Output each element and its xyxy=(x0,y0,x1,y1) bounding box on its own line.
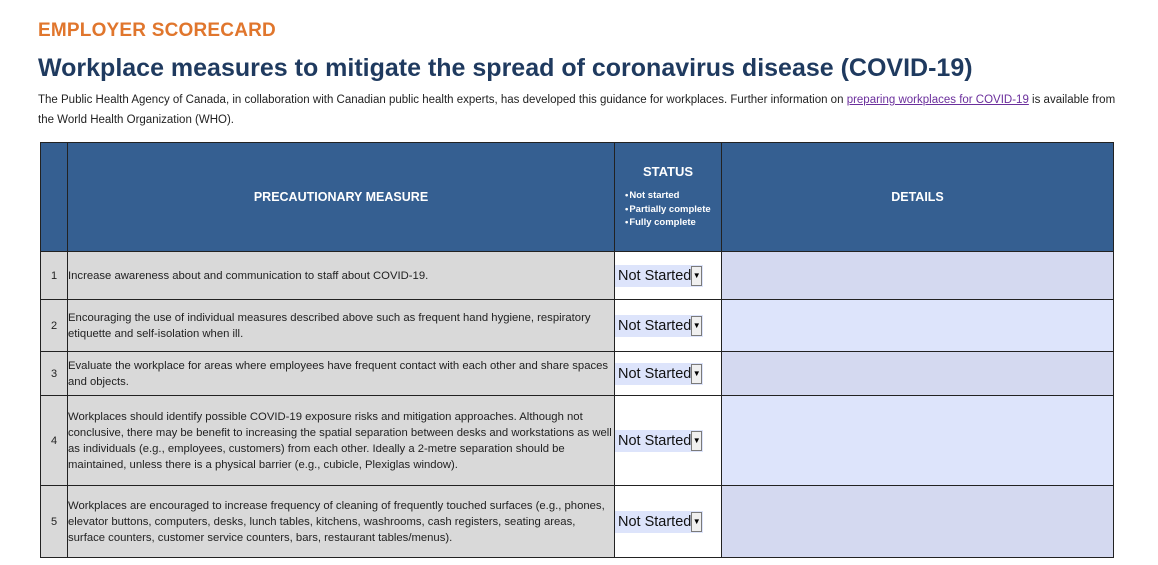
intro-text-before: The Public Health Agency of Canada, in collaboration with Canadian public health experts, has developed this guidance for workplaces. Further information on xyxy=(38,94,847,106)
status-value: Not Started xyxy=(618,432,692,449)
dropdown-arrow-icon[interactable]: ▼ xyxy=(691,316,702,336)
header-measure: PRECAUTIONARY MEASURE xyxy=(68,143,615,252)
row-number: 1 xyxy=(41,252,68,300)
status-dropdown[interactable] xyxy=(615,511,703,533)
status-value: Not Started xyxy=(618,317,692,334)
details-cell[interactable] xyxy=(722,486,1114,558)
who-guidance-link[interactable]: preparing workplaces for COVID-19 xyxy=(846,94,1029,106)
details-cell[interactable] xyxy=(722,252,1114,300)
table-row xyxy=(41,300,1114,352)
header-status-label: STATUS xyxy=(642,164,694,180)
scorecard-table xyxy=(40,142,1114,558)
status-options-legend xyxy=(615,189,721,230)
table-header-row xyxy=(41,143,1114,252)
details-cell[interactable] xyxy=(722,352,1114,396)
table-row xyxy=(41,352,1114,396)
status-option: • Partially complete xyxy=(625,203,721,217)
status-cell xyxy=(615,352,722,396)
details-cell[interactable] xyxy=(722,396,1114,486)
status-cell xyxy=(615,252,722,300)
status-value: Not Started xyxy=(618,365,692,382)
measure-text: Increase awareness about and communication to staff about COVID-19. xyxy=(68,252,615,300)
intro-text-after: is available from the World Health Organization (WHO). xyxy=(38,94,1116,126)
row-number: 4 xyxy=(41,396,68,486)
eyebrow-label: EMPLOYER SCORECARD xyxy=(38,20,276,41)
details-cell[interactable] xyxy=(722,300,1114,352)
table-row xyxy=(41,252,1114,300)
intro-paragraph xyxy=(38,90,1118,130)
measure-text: Workplaces are encouraged to increase frequency of cleaning of frequently touched surfaces (e.g., phones, elevator buttons, computers, desks, lunch tables, kitchens, washrooms, cash registers, seating areas, surface counters, customer service counters, bars, restaurant tables/menus). xyxy=(68,486,615,558)
status-value: Not Started xyxy=(618,513,692,530)
measure-text: Evaluate the workplace for areas where employees have frequent contact with each other and share spaces and objects. xyxy=(68,352,615,396)
dropdown-arrow-icon[interactable]: ▼ xyxy=(691,266,702,286)
status-dropdown[interactable] xyxy=(615,430,703,452)
status-cell xyxy=(615,396,722,486)
table-row xyxy=(41,486,1114,558)
dropdown-arrow-icon[interactable]: ▼ xyxy=(691,364,702,384)
status-dropdown[interactable] xyxy=(615,315,703,337)
row-number: 5 xyxy=(41,486,68,558)
header-details: DETAILS xyxy=(722,143,1114,252)
status-cell xyxy=(615,486,722,558)
dropdown-arrow-icon[interactable]: ▼ xyxy=(691,512,702,532)
header-num xyxy=(41,143,68,252)
status-cell xyxy=(615,300,722,352)
page-title: Workplace measures to mitigate the spread of coronavirus disease (COVID-19) xyxy=(38,54,973,82)
status-dropdown[interactable] xyxy=(615,265,703,287)
status-dropdown[interactable] xyxy=(615,363,703,385)
row-number: 2 xyxy=(41,300,68,352)
table-row xyxy=(41,396,1114,486)
measure-text: Workplaces should identify possible COVID-19 exposure risks and mitigation approaches. Although not conclusive, there may be benefit to increasing the spatial separation between desks and workstations as well as individuals (e.g., employees, customers) from each other. Ideally a 2-metre separation should be maintained, unless there is a physical barrier (e.g., cubicle, Plexiglas window). xyxy=(68,396,615,486)
header-status xyxy=(615,143,722,252)
dropdown-arrow-icon[interactable]: ▼ xyxy=(691,431,702,451)
row-number: 3 xyxy=(41,352,68,396)
measure-text: Encouraging the use of individual measures described above such as frequent hand hygiene, respiratory etiquette and self-isolation when ill. xyxy=(68,300,615,352)
status-option: • Not started xyxy=(625,189,721,203)
status-option: • Fully complete xyxy=(625,216,721,230)
status-value: Not Started xyxy=(618,267,692,284)
